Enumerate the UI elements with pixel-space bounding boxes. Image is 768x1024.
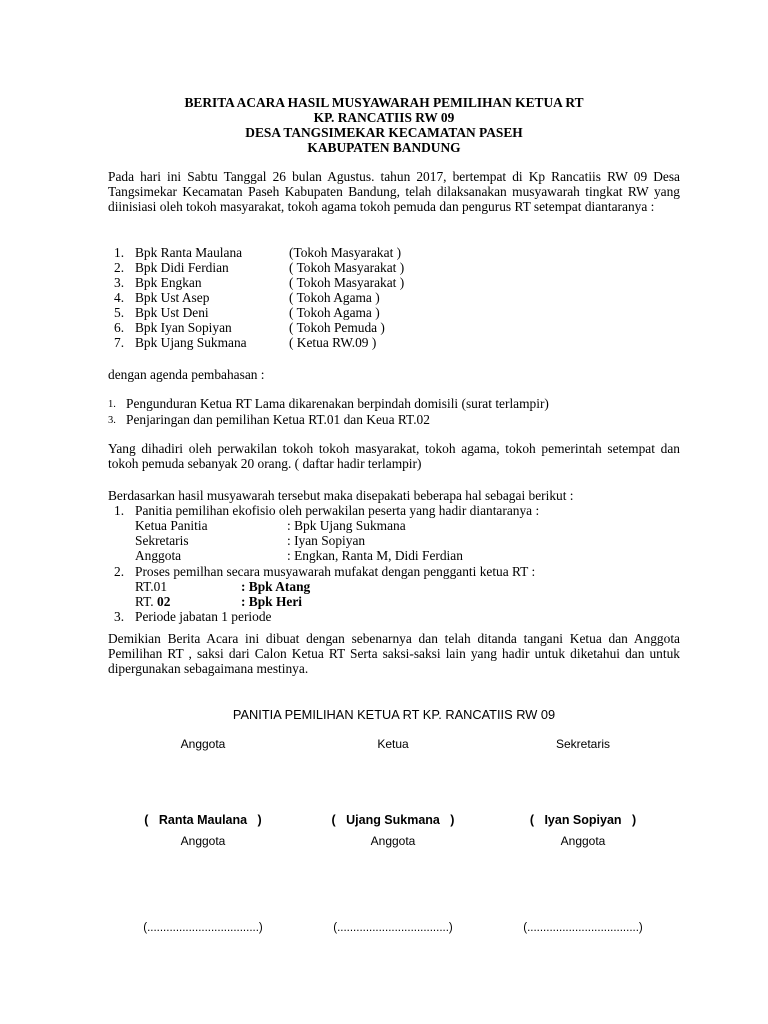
- decision-intro: Berdasarkan hasil musyawarah tersebut maka disepakati beberapa hal sebagai berikut :: [108, 488, 574, 503]
- attendee-role: ( Ketua RW.09 ): [289, 335, 377, 350]
- signature-blank: (...................................): [333, 922, 453, 934]
- attendee-num: 1.: [114, 245, 125, 260]
- attendee-num: 7.: [114, 335, 125, 350]
- attendee-name: Bpk Engkan: [135, 275, 202, 290]
- title-line-3: DESA TANGSIMEKAR KECAMATAN PASEH: [245, 125, 523, 140]
- attendee-num: 4.: [114, 290, 125, 305]
- attendee-role: ( Tokoh Pemuda ): [289, 320, 385, 335]
- title-line-1: BERITA ACARA HASIL MUSYAWARAH PEMILIHAN KETUA RT: [184, 95, 584, 110]
- attendee-role: ( Tokoh Masyarakat ): [289, 275, 405, 290]
- decision-item: Periode jabatan 1 periode: [135, 609, 272, 624]
- closing-paragraph: Demikian Berita Acara ini dibuat dengan sebenarnya dan telah ditanda tangani Ketua dan Anggota Pemilihan RT , saksi dari Calon Ketua RT Serta saksi-saksi lain yang hadir untuk diketahui dan untuk dipergunakan sebagaimana mestinya.: [108, 631, 680, 676]
- rt02-label-number: 02: [157, 594, 171, 609]
- attendee-name: Bpk Ranta Maulana: [135, 245, 243, 260]
- signer-name: ( Ranta Maulana ): [144, 813, 262, 827]
- signer-role: Ketua: [377, 737, 409, 751]
- signer-name: ( Ujang Sukmana ): [331, 813, 455, 827]
- attendee-name: Bpk Ust Asep: [135, 290, 210, 305]
- agenda-num: 1.: [108, 399, 116, 410]
- decision-item: Panitia pemilihan ekofisio oleh perwakilan peserta yang hadir diantaranya :: [135, 503, 540, 518]
- committee-label: Ketua Panitia: [135, 518, 208, 533]
- agenda-item: Pengunduran Ketua RT Lama dikarenakan berpindah domisili (surat terlampir): [126, 396, 549, 411]
- committee-value: : Bpk Ujang Sukmana: [287, 518, 406, 533]
- decision-item: Proses pemilhan secara musyawarah mufakat dengan pengganti ketua RT :: [135, 564, 536, 579]
- attendee-num: 6.: [114, 320, 125, 335]
- intro-paragraph: Pada hari ini Sabtu Tanggal 26 bulan Agustus. tahun 2017, bertempat di Kp Rancatiis RW 09 Desa Tangsimekar Kecamatan Paseh Kabupaten Bandung, telah dilaksanakan musyawarah tingkat RW yang diinisiasi oleh tokoh masyarakat, tokoh agama tokoh pemuda dan pengurus RT setempat diantaranya :: [108, 169, 680, 214]
- attendee-name: Bpk Iyan Sopiyan: [135, 320, 232, 335]
- signature-blank: (...................................): [523, 922, 643, 934]
- committee-label: Sekretaris: [135, 533, 189, 548]
- signer-role: Anggota: [370, 834, 416, 848]
- title-line-4: KABUPATEN BANDUNG: [307, 140, 461, 155]
- decision-num: 2.: [114, 564, 125, 579]
- attendee-name: Bpk Didi Ferdian: [135, 260, 229, 275]
- attendee-num: 2.: [114, 260, 125, 275]
- rt02-label: [135, 594, 170, 609]
- signer-name: ( Iyan Sopiyan ): [529, 813, 637, 827]
- committee-value: : Iyan Sopiyan: [287, 533, 366, 548]
- committee-label: Anggota: [135, 548, 182, 563]
- attendee-num: 5.: [114, 305, 125, 320]
- signer-role: Anggota: [180, 737, 226, 751]
- signature-blank: (...................................): [143, 922, 263, 934]
- agenda-num: 3.: [108, 415, 116, 426]
- committee-value: : Engkan, Ranta M, Didi Ferdian: [287, 548, 463, 563]
- rt01-label: RT.01: [135, 579, 168, 594]
- attendee-name: Bpk Ujang Sukmana: [135, 335, 247, 350]
- attendee-name: Bpk Ust Deni: [135, 305, 209, 320]
- attendee-role: (Tokoh Masyarakat ): [289, 245, 402, 260]
- rt02-value: : Bpk Heri: [241, 594, 303, 609]
- attendee-role: ( Tokoh Agama ): [289, 305, 380, 320]
- attendee-num: 3.: [114, 275, 125, 290]
- signer-role: Anggota: [560, 834, 606, 848]
- signer-role: Sekretaris: [555, 737, 611, 751]
- agenda-item: Penjaringan dan pemilihan Ketua RT.01 dan Keua RT.02: [126, 412, 430, 427]
- attendee-role: ( Tokoh Agama ): [289, 290, 380, 305]
- title-line-2: KP. RANCATIIS RW 09: [313, 110, 455, 125]
- agenda-intro: dengan agenda pembahasan :: [108, 367, 265, 382]
- signer-role: Anggota: [180, 834, 226, 848]
- rt02-label-prefix: RT.: [135, 594, 158, 609]
- committee-heading: PANITIA PEMILIHAN KETUA RT KP. RANCATIIS RW 09: [232, 707, 556, 722]
- attendee-role: ( Tokoh Masyarakat ): [289, 260, 405, 275]
- decision-num: 3.: [114, 609, 125, 624]
- attendance-paragraph: Yang dihadiri oleh perwakilan tokoh tokoh masyarakat, tokoh agama, tokoh pemerintah setempat dan tokoh pemuda sebanyak 20 orang. ( daftar hadir terlampir): [108, 441, 680, 471]
- decision-num: 1.: [114, 503, 125, 518]
- rt01-value: : Bpk Atang: [241, 579, 311, 594]
